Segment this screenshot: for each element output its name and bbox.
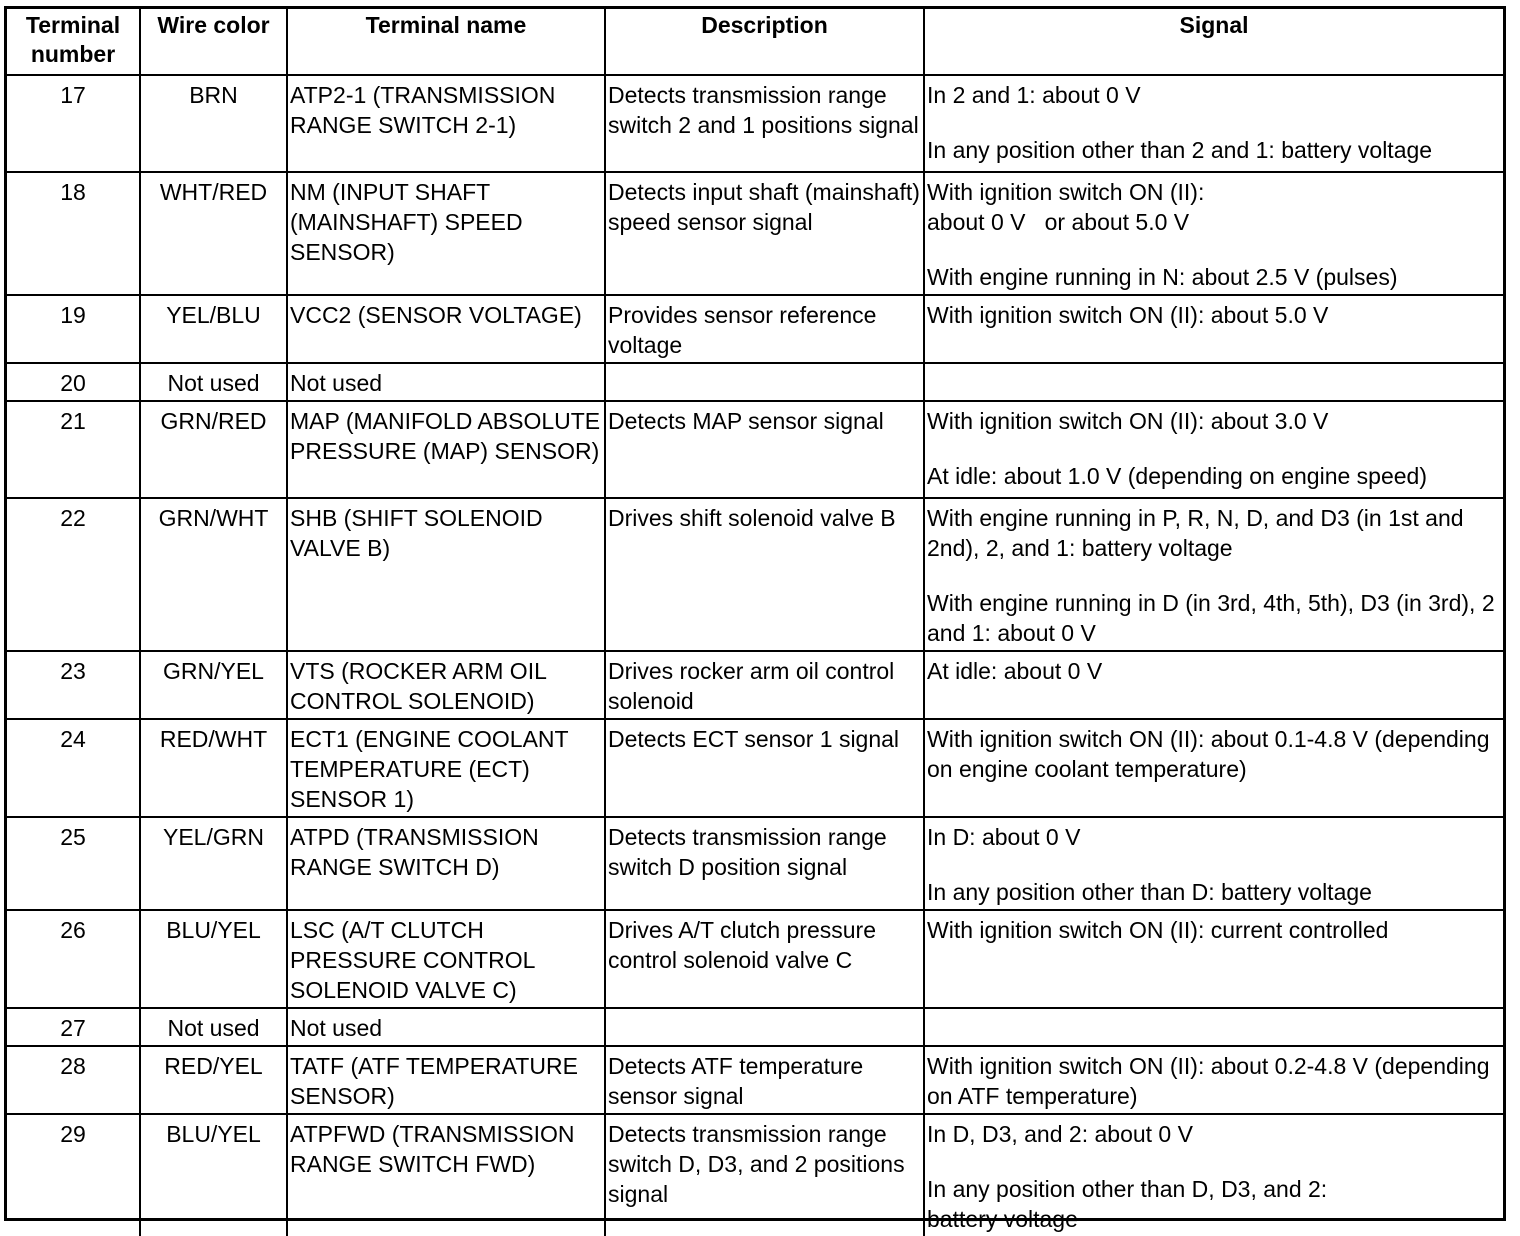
header-terminal-number: Terminal number [7,9,140,75]
terminal-number: 29 [7,1114,140,1236]
signal [924,910,1503,1008]
signal-line: With engine running in D (in 3rd, 4th, 5th), D3 (in 3rd), 2 and 1: about 0 V [927,590,1495,646]
signal-line: With ignition switch ON (II): about 0.1-4.8 V (depending on engine coolant temperature) [927,726,1490,782]
table-row [7,910,1503,1008]
signal [924,1008,1503,1046]
signal [924,498,1503,651]
signal-line: With ignition switch ON (II): about 0.2-4.8 V (depending on ATF temperature) [927,1053,1490,1109]
terminal-name: NM (INPUT SHAFT (MAINSHAFT) SPEED SENSOR) [287,172,605,295]
signal [924,401,1503,498]
terminal-name: ATPD (TRANSMISSION RANGE SWITCH D) [287,817,605,910]
signal [924,1114,1503,1236]
description: Detects input shaft (mainshaft) speed sensor signal [605,172,924,295]
terminal-number: 28 [7,1046,140,1114]
header-wire-color: Wire color [140,9,287,75]
signal [924,651,1503,719]
wire-color: GRN/RED [140,401,287,498]
terminal-name: ATP2-1 (TRANSMISSION RANGE SWITCH 2-1) [287,75,605,172]
terminal-name: ECT1 (ENGINE COOLANT TEMPERATURE (ECT) SENSOR 1) [287,719,605,817]
description: Drives rocker arm oil control solenoid [605,651,924,719]
terminal-number: 20 [7,363,140,401]
signal-line: At idle: about 1.0 V (depending on engine speed) [927,463,1427,489]
terminal-number: 24 [7,719,140,817]
terminal-number: 18 [7,172,140,295]
signal-line: In any position other than D: battery voltage [927,879,1372,905]
description [605,1008,924,1046]
description: Detects transmission range switch D position signal [605,817,924,910]
signal [924,1046,1503,1114]
signal-line: In any position other than D, D3, and 2: [927,1176,1328,1202]
description: Drives shift solenoid valve B [605,498,924,651]
signal-line: At idle: about 0 V [927,658,1103,684]
signal-line: In any position other than 2 and 1: battery voltage [927,137,1433,163]
description: Detects transmission range switch D, D3, and 2 positions signal [605,1114,924,1236]
table-row [7,498,1503,651]
wire-color: YEL/BLU [140,295,287,363]
signal [924,719,1503,817]
terminal-name: Not used [287,363,605,401]
signal-line: about 0 V or about 5.0 V [927,209,1190,235]
terminal-name: LSC (A/T CLUTCH PRESSURE CONTROL SOLENOID VALVE C) [287,910,605,1008]
header-signal: Signal [924,9,1503,75]
terminal-number: 19 [7,295,140,363]
header-terminal-name: Terminal name [287,9,605,75]
terminal-name: VTS (ROCKER ARM OIL CONTROL SOLENOID) [287,651,605,719]
signal-line: With ignition switch ON (II): [927,179,1205,205]
table-row [7,719,1503,817]
table-row [7,651,1503,719]
signal-line: In D: about 0 V [927,824,1081,850]
wire-color: RED/YEL [140,1046,287,1114]
description: Detects transmission range switch 2 and 1 positions signal [605,75,924,172]
wire-color: BRN [140,75,287,172]
terminal-table-frame [4,6,1506,1232]
signal-line: With engine running in P, R, N, D, and D3 (in 1st and 2nd), 2, and 1: battery voltage [927,505,1464,561]
table-row [7,295,1503,363]
wire-color: YEL/GRN [140,817,287,910]
wire-color: RED/WHT [140,719,287,817]
table-row [7,1046,1503,1114]
description [605,363,924,401]
terminal-number: 25 [7,817,140,910]
signal-line: In D, D3, and 2: about 0 V [927,1121,1193,1147]
table-row [7,1114,1503,1236]
signal [924,817,1503,910]
terminal-name: MAP (MANIFOLD ABSOLUTE PRESSURE (MAP) SENSOR) [287,401,605,498]
terminal-number: 26 [7,910,140,1008]
terminal-name: VCC2 (SENSOR VOLTAGE) [287,295,605,363]
terminal-number: 21 [7,401,140,498]
header-row [7,9,1503,75]
terminal-number: 22 [7,498,140,651]
description: Drives A/T clutch pressure control solenoid valve C [605,910,924,1008]
wire-color: Not used [140,1008,287,1046]
table-row [7,817,1503,910]
header-description: Description [605,9,924,75]
table-row [7,1008,1503,1046]
terminal-table [7,9,1503,1236]
terminal-number: 23 [7,651,140,719]
signal [924,363,1503,401]
signal-line: With engine running in N: about 2.5 V (pulses) [927,264,1398,290]
wire-color: BLU/YEL [140,910,287,1008]
terminal-number: 17 [7,75,140,172]
terminal-name: Not used [287,1008,605,1046]
table-row [7,172,1503,295]
description: Provides sensor reference voltage [605,295,924,363]
table-row [7,75,1503,172]
description: Detects MAP sensor signal [605,401,924,498]
signal-line: With ignition switch ON (II): current controlled [927,917,1389,943]
terminal-name: TATF (ATF TEMPERATURE SENSOR) [287,1046,605,1114]
signal [924,75,1503,172]
signal [924,172,1503,295]
wire-color: GRN/YEL [140,651,287,719]
signal-line: With ignition switch ON (II): about 3.0 V [927,408,1329,434]
signal [924,295,1503,363]
signal-line: battery voltage [927,1206,1078,1232]
signal-line: With ignition switch ON (II): about 5.0 V [927,302,1329,328]
terminal-name: ATPFWD (TRANSMISSION RANGE SWITCH FWD) [287,1114,605,1236]
terminal-number: 27 [7,1008,140,1046]
description: Detects ECT sensor 1 signal [605,719,924,817]
wire-color: WHT/RED [140,172,287,295]
table-row [7,401,1503,498]
terminal-name: SHB (SHIFT SOLENOID VALVE B) [287,498,605,651]
signal-line: In 2 and 1: about 0 V [927,82,1141,108]
table-row [7,363,1503,401]
wire-color: BLU/YEL [140,1114,287,1236]
wire-color: GRN/WHT [140,498,287,651]
wire-color: Not used [140,363,287,401]
description: Detects ATF temperature sensor signal [605,1046,924,1114]
